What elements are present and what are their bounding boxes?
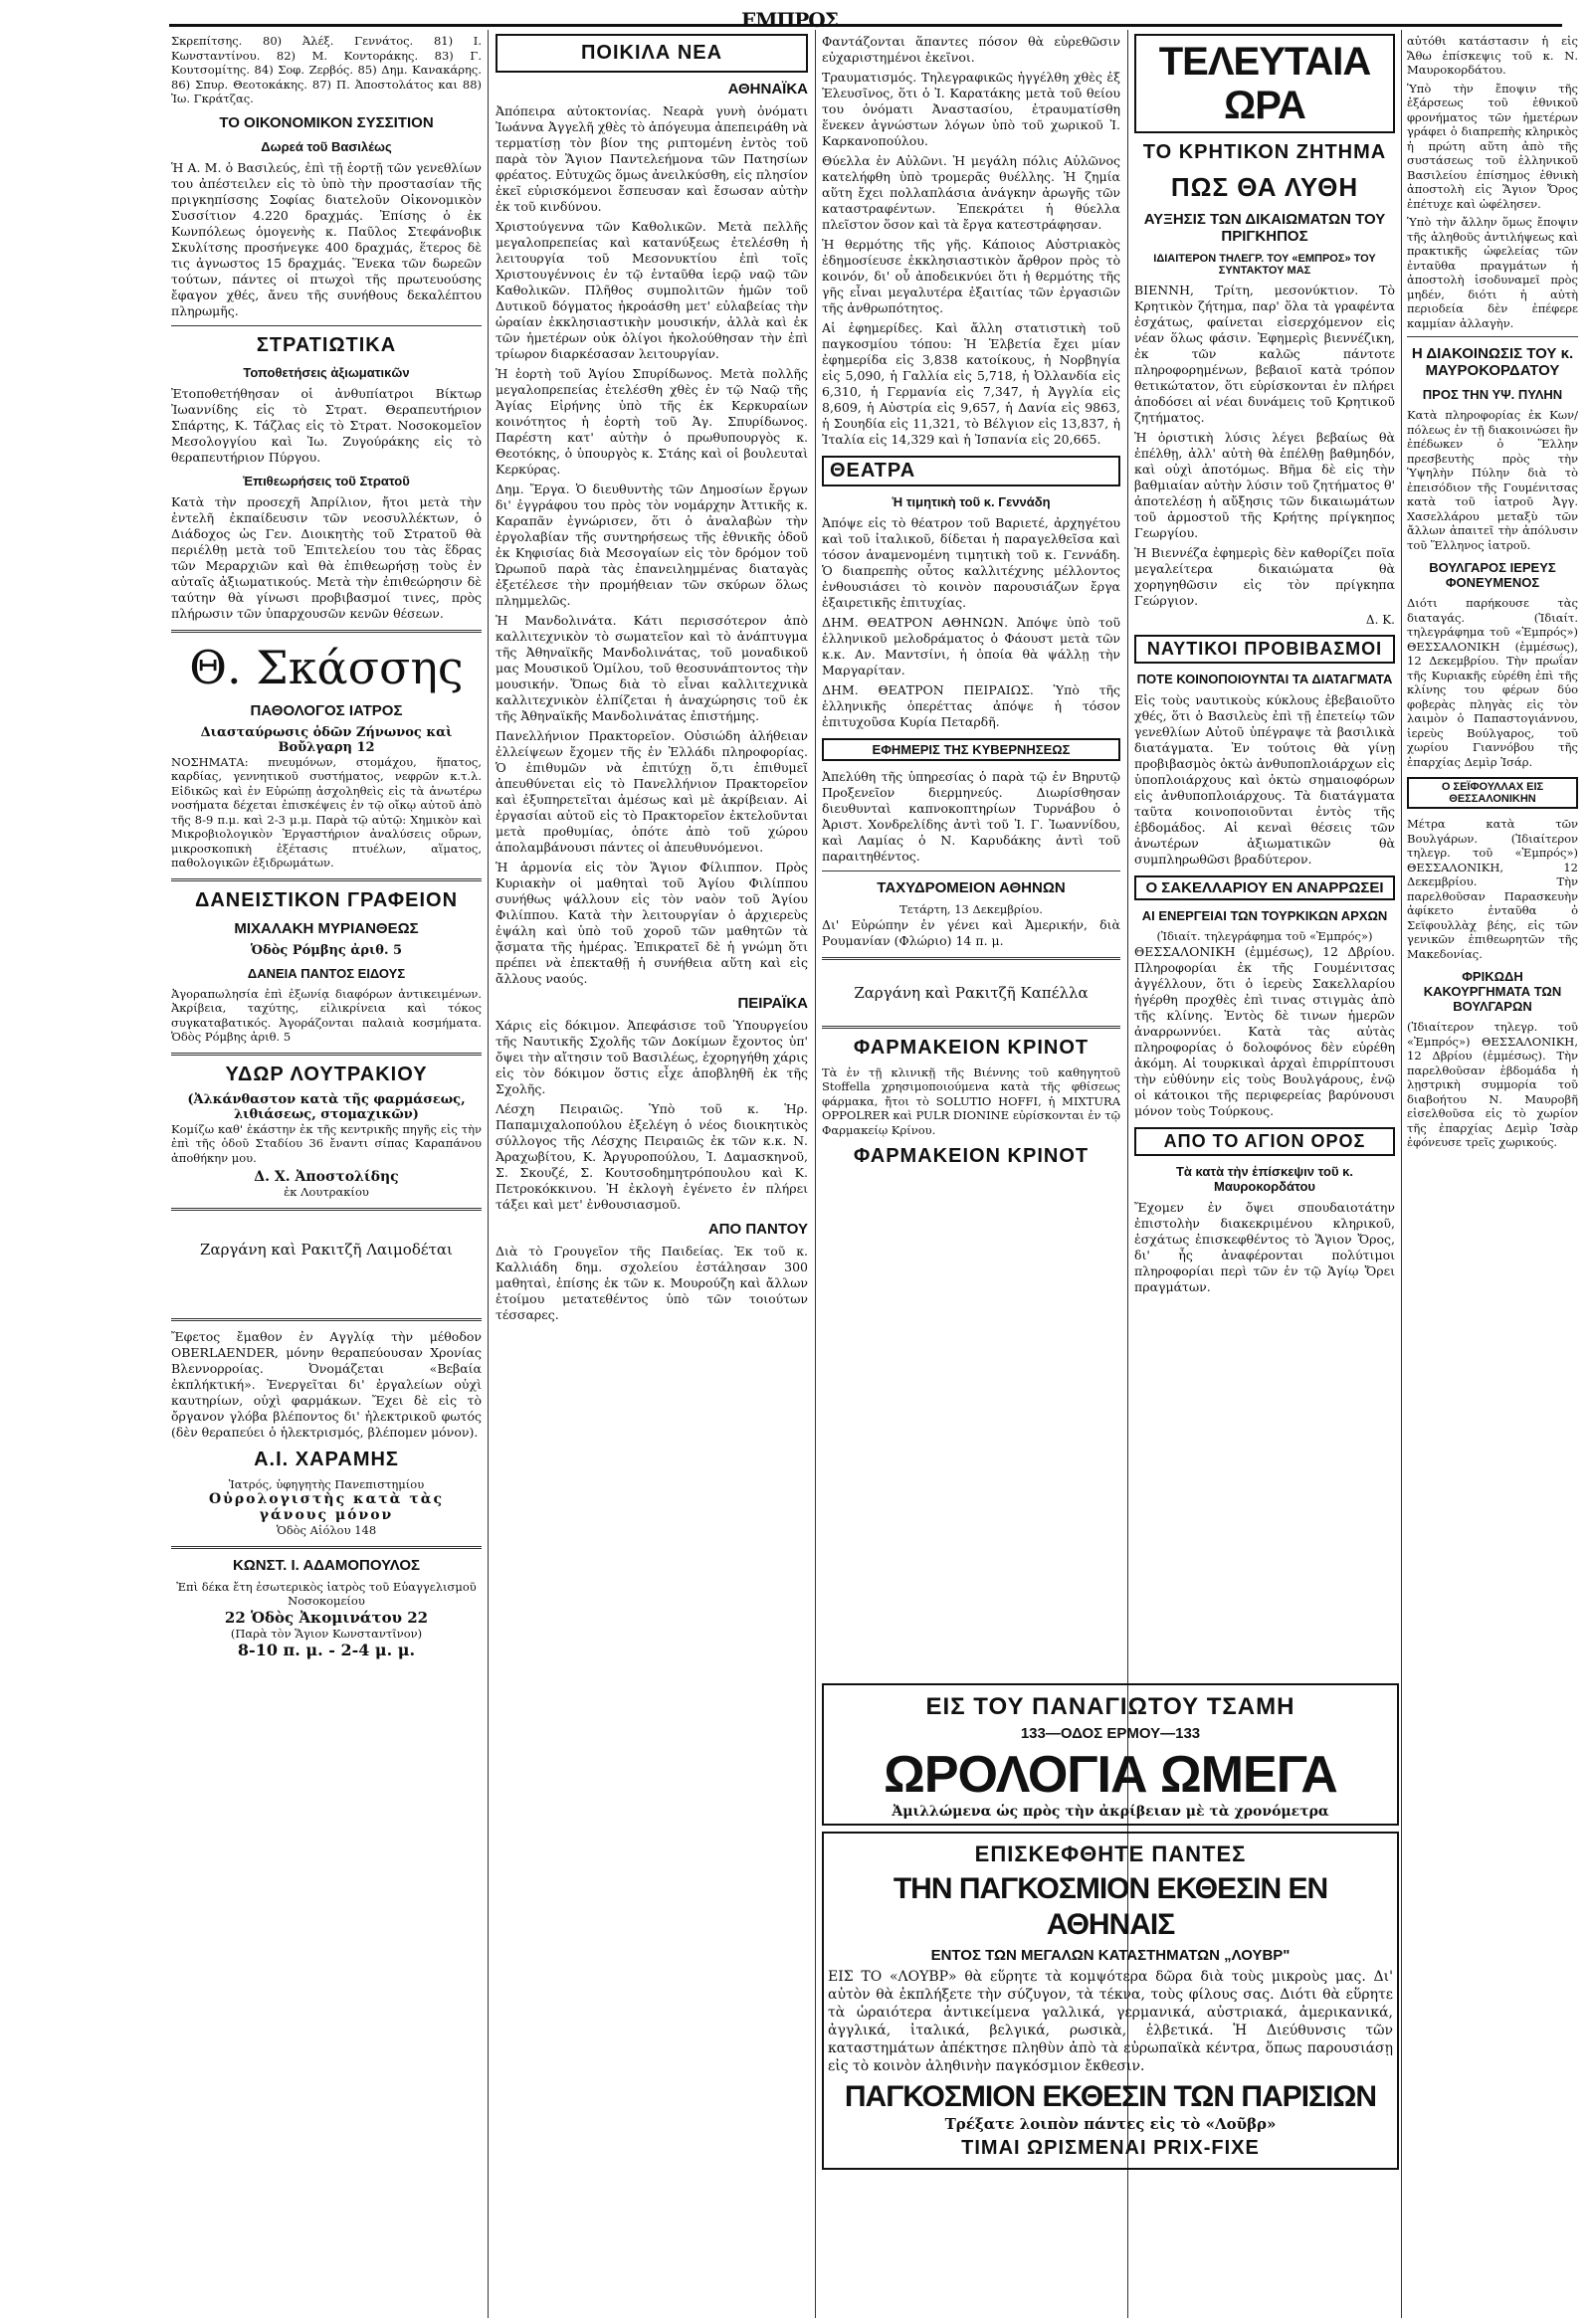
headline: ΤΟ ΟΙΚΟΝΟΜΙΚΟΝ ΣΥΣΣΙΤΙΟΝ <box>219 113 434 131</box>
headline: Η ΔΙΑΚΟΙΝΩΣΙΣ ΤΟΥ κ. ΜΑΥΡΟΚΟΡΔΑΤΟΥ <box>1411 345 1574 379</box>
column-1 <box>171 34 482 2312</box>
masthead-mark: ΕΜΠΡΟΣ <box>741 8 838 32</box>
advert-signature: Δ. Χ. Ἀποστολίδης <box>254 1169 399 1185</box>
byline: ΙΔΙΑΙΤΕΡΟΝ ΤΗΛΕΓΡ. ΤΟΥ «ΕΜΠΡΟΣ» ΤΟΥ ΣΥΝΤΑΚΤΟΥ ΜΑΣ <box>1153 253 1376 277</box>
advert-tagline: Τρέξατε λοιπὸν πάντες εἰς τὸ «Λοῦβρ» <box>944 2115 1277 2133</box>
advert-box-louvre <box>822 1832 1399 2170</box>
section-header-box <box>496 34 808 73</box>
column-4 <box>1134 34 1395 1675</box>
advert-headline: ΕΠΙΣΚΕΦΘΗΤΕ ΠΑΝΤΕΣ <box>974 1841 1247 1866</box>
divider <box>171 1546 482 1549</box>
article-text: ΔΗΜ. ΘΕΑΤΡΟΝ ΠΕΙΡΑΙΩΣ. Ὑπὸ τῆς ἑλληνικῆς ὀπερέττας ἀπόψε ἡ τόσον ἐπιτυχοῦσα Κυρία Πεταρδῆ. <box>822 682 1120 729</box>
article-text: ΔΗΜ. ΘΕΑΤΡΟΝ ΑΘΗΝΩΝ. Ἀπόψε ὑπὸ τοῦ ἑλληνικοῦ μελοδράματος ὁ Φάουστ μετὰ τῶν κ.κ. Αν. Μαντσίνι, ἡ ὁποία θὰ ψάλλῃ τὴν Μαργαρίταν. <box>822 615 1120 678</box>
subheadline: ΠΟΤΕ ΚΟΙΝΟΠΟΙΟΥΝΤΑΙ ΤΑ ΔΙΑΤΑΓΜΑΤΑ <box>1136 672 1393 686</box>
headline: Ο ΣΑΚΕΛΛΑΡΙΟΥ ΕΝ ΑΝΑΡΡΩΣΕΙ <box>1145 879 1384 896</box>
subheadline: Τοποθετήσεις ἀξιωματικῶν <box>243 364 410 380</box>
advert-address: Ὁδὸς Αἰόλου 148 <box>276 1523 377 1537</box>
advert-subheadline: ΔΑΝΕΙΑ ΠΑΝΤΟΣ ΕΙΔΟΥΣ <box>247 965 406 981</box>
advert-prices: ΤΙΜΑΙ ΩΡΙΣΜΕΝΑΙ PRIX-FIXE <box>961 2137 1260 2159</box>
section-subtitle: ΠΕΙΡΑΪΚΑ <box>737 995 808 1012</box>
article-text: Πανελλήνιον Πρακτορεῖον. Οὐσιώδη ἀλήθειαν ἐλλείψεων ἔχομεν τῆς ἐν Ἑλλάδι πληροφορίας. Ὁ ἐπιθυμῶν νὰ ἐπιτύχῃ ὅ,τι ἐπιθυμεῖ ἀπευθύνεται εἰς τὸ Πανελλήνιον Πρακτορεῖον καὶ ἐξυπηρετεῖται ἀμέσως καὶ μὲ ἀκρίβειαν. Αἱ ἐργασίαι αὐτοῦ εἰς τὸ Πρακτορεῖον ἐκτελοῦνται μετὰ προθυμίας, ὁπότε ἀπὸ τοῦ χώρου ἀπολαμβάνουσι πάντες οἱ ἀπευθυνόμενοι. <box>496 728 808 855</box>
article-text: Ἡ Α. Μ. ὁ Βασιλεύς, ἐπὶ τῇ ἑορτῇ τῶν γενεθλίων του ἀπέστειλεν εἰς τὸ ὑπὸ τὴν προστασίαν τῆς πριγκηπίσσης Σοφίας διατελοῦν Οἰκονομικὸν Συσσίτιον 4.220 δραχμάς. Ἐπίσης ὁ ἐκ Κωνπόλεως ὁμογενὴς κ. Παῦλος Στεφάνοβικ Σκυλίτσης προσήνεγκε 400 δραχμάς, ἕτερος δὲ τις ἀγνωστος 15 δραχμάς. Ἕνεκα τῶν δωρεῶν τούτων, πάντες οἱ πτωχοὶ τῆς πρωτευούσης ἔφαγον χθές, ἄνευ τῆς συνήθους δεκαλέπτου πληρωμῆς. <box>171 159 482 318</box>
article-text: Λέσχη Πειραιῶς. Ὑπὸ τοῦ κ. Ἡρ. Παπαμιχαλοπούλου ἐξελέγη ὁ νέος διοικητικὸς σύλλογος τῆς Λέσχης Πειραιῶς ἐκ τῶν κ.κ. Ν. Ἀραχωβίτου, Κ. Ἀργυροπούλου, Ἰ. Δαμασκηνοῦ, Σ. Σκουζέ, Σ. Κουτσοδημητρόπουλου καὶ Κ. Πετροκόκκινου. Ἡ ἐκλογὴ ἐγένετο ἐν πλήρει τάξει καὶ μετ' ἐνθουσιασμοῦ. <box>496 1101 808 1212</box>
subheadline: ΑΙ ΕΝΕΡΓΕΙΑΙ ΤΩΝ ΤΟΥΡΚΙΚΩΝ ΑΡΧΩΝ <box>1141 908 1388 923</box>
advert-brand: ΩΡΟΛΟΓΙΑ ΩΜΕΓΑ <box>884 1746 1337 1804</box>
advert-headline: Α.Ι. ΧΑΡΑΜΗΣ <box>254 1448 399 1470</box>
advert-headline: ΕΙΣ ΤΟΥ ΠΑΝΑΓΙΩΤΟΥ ΤΣΑΜΗ <box>925 1693 1295 1720</box>
divider <box>171 325 482 326</box>
section-header-box <box>1134 34 1395 133</box>
article-text: Σκρεπίτσης. 80) Ἀλέξ. Γεννάτος. 81) Ι. Κωνσταντίνου. 82) Μ. Κοντοράκης. 83) Γ. Κουτσομίτης. 84) Σοφ. Ζερβός. 85) Δημ. Κανακάρης. 86) Σπυρ. Θεοτοκάκης. 87) Π. Ἀποστολάτος και 88) Ἰω. Γκράτζας. <box>171 34 482 105</box>
advert-text: Ἐπὶ δέκα ἔτη ἐσωτερικὸς ἰατρὸς τοῦ Εὐαγγελισμοῦ Νοσοκομείου <box>176 1579 477 1608</box>
masthead <box>169 8 1562 30</box>
masthead-rule <box>169 24 1562 27</box>
article-text: (Ἰδιαίτερον τηλεγρ. τοῦ «Ἐμπρός») ΘΕΣΣΑΛΟΝΙΚΗ, 12 Δβρίου (ἐμμέσως). Τὴν παρελθοῦσαν ἑβδομάδα ἡ λῃστρικὴ συμμορία τοῦ διαβοήτου Ν. Μαυροβῆ εἰσελθοῦσα εἰς τὸ χωρίον τῆς ἐπαρχίας Δεμὶρ Ἱσὰρ ἐφόνευσε τρεῖς χωρικούς. <box>1407 1020 1578 1149</box>
article-text: Κατὰ πληροφορίας ἐκ Κων/πόλεως ἐν τῇ διακοινώσει ἣν ἐπέδωκεν ὁ Ἕλλην πρεσβευτὴς πρὸς τὴν Ὑψηλὴν Πύλην διὰ τὸ ἐπεισόδιον τῆς Γουμένιτσας κατὰ τοῦ ἰατροῦ Ἀγγ. Χασελλάρου μεταξὺ τῶν ἄλλων ἀπαιτεῖ τὴν ἀπόλυσιν τοῦ Ἕλληνος ἰατροῦ. <box>1407 408 1578 552</box>
signature: Δ. Κ. <box>1365 613 1395 627</box>
headline: Ο ΣΕΪΦΟΥΛΛΑΧ ΕΙΣ ΘΕΣΣΑΛΟΝΙΚΗΝ <box>1441 781 1544 805</box>
section-title: ΘΕΑΤΡΑ <box>830 460 916 482</box>
advert-address: 22 Ὁδὸς Ἀκομινάτου 22 <box>224 1608 429 1627</box>
date-line: Τετάρτη, 13 Δεκεμβρίου. <box>899 902 1043 916</box>
advert-address: Ὁδὸς Ρόμβης ἀριθ. 5 <box>250 942 403 958</box>
advert-text: Τὰ ἐν τῇ κλινικῇ τῆς Βιέννης τοῦ καθηγητοῦ Stoffella χρησιμοποιούμενα κατὰ τῆς φθίσεως φάρμακα, ἤτοι τὸ SOLUTIO HOFFI, ἡ MIXTURA OPPOLRER καὶ PULR DIONINE εὑρίσκονται ἐν τῷ Φαρμακείῳ Κρίνου. <box>822 1065 1120 1137</box>
advert-tagline: Ἀμιλλώμενα ὡς πρὸς τὴν ἀκρίβειαν μὲ τὰ χρονόμετρα <box>892 1804 1329 1820</box>
subheadline: ΑΥΞΗΣΙΣ ΤΩΝ ΔΙΚΑΙΩΜΑΤΩΝ ΤΟΥ ΠΡΙΓΚΗΠΟΣ <box>1143 211 1386 245</box>
advert-name: Θ. Σκάσσης <box>189 640 464 694</box>
divider <box>171 878 482 881</box>
subheadline: Ἡ τιμητικὴ τοῦ κ. Γεννάδη <box>892 494 1051 509</box>
article-text: Χάρις εἰς δόκιμον. Ἀπεφάσισε τοῦ Ὑπουργείου τῆς Ναυτικῆς Σχολῆς τῶν Δοκίμων ἔχοντος ὑπ' ὄψει τὴν αἴτησιν τοῦ Βασιλέως, ἐχορηγήθη χάρις εἰς τὸν δόκιμον ὅστις εἶχε ἀποβληθῆ ἐκ τῆς Σχολῆς. <box>496 1018 808 1096</box>
column-2 <box>496 34 808 2312</box>
section-header-box <box>1407 777 1578 809</box>
article-text: ΘΕΣΣΑΛΟΝΙΚΗ (ἐμμέσως), 12 Δβρίου. Πληροφορίαι ἐκ τῆς Γουμένιτσας ἀγγέλλουν, ὅτι ὁ ἱερεὺς Σακελλαρίου ἠγέρθη προχθὲς ἐπὶ τινας στιγμὰς ἀπὸ τῆς κλίνης. Ἐντὸς δὲ τινων ἡμερῶν ἀναρρωννύει. Κατὰ τὰς αὐτὰς πληροφορίας ὁ δολοφόνος δὲν εὑρέθη ἀκόμη. Αἱ τουρκικαὶ ἀρχαὶ ἐπιρρίπτουσι τὴν εὐθύνην εἰς τοὺς Βουλγάρους, ἐνῷ οἱ κάτοικοι τῆς περιφερείας βαρύνουσι μόνον τοὺς Τούρκους. <box>1134 943 1395 1118</box>
article-text: ΒΙΕΝΝΗ, Τρίτη, μεσονύκτιον. Τὸ Κρητικὸν ζήτημα, παρ' ὅλα τὰ γραφέντα ἐσχάτως, φαίνεται εἰσερχόμενον εἰς νέαν ὅλως φάσιν. Ἐφημερὶς βιεννέζικη, ἐκ τῶν καλῶς πάντοτε πληροφορημένων, βεβαιοῖ κατὰ τρόπον θετικώτατον, ὅτι εὑρίσκονται ἐν πλήρει ἀποδόσει αἱ νέαι δυνάμεις τοῦ Κρητικοῦ ζητήματος. <box>1134 283 1395 425</box>
article-text: Ἡ ἁρμονία εἰς τὸν Ἅγιον Φίλιππον. Πρὸς Κυριακὴν οἱ μαθηταὶ τοῦ Ἁγίου Φιλίππου συνήθως ψάλλουν εἰς τὸν ναὸν τοῦ Ἁγίου Φιλίππου. Κατὰ τὴν λειτουργίαν ὁ ἀρχιερεὺς ἐψάλη καὶ ὑπὸ τοῦ χοροῦ τῶν μαθητῶν τὰ ᾄσματα τῆς ἡμέρας. Ἐπικρατεῖ δὲ ἡ γνώμη ὅτι πρέπει νὰ ἐπεκταθῇ ἡ συνήθεια αὕτη καὶ εἰς ἄλλους ναούς. <box>496 860 808 986</box>
article-text: Ἀπόπειρα αὐτοκτονίας. Νεαρὰ γυνὴ ὀνόματι Ἰωάννα Ἀγγελῆ χθὲς τὸ ἀπόγευμα ἀπεπειράθη νὰ τερματίσῃ τὸν βίον της ριπτομένη ἐντὸς τοῦ παρὰ τὸν Ἅγιον Παντελεήμονα τῶν Πατησίων φρέατος. Εὐτυχῶς ὅμως ἀνειλκύσθη, εἰς πλησίον ἐκεῖ εὑρισκόμενοι ἔσπευσαν καὶ ἔσωσαν αὐτὴν ἐκ τοῦ κινδύνου. <box>496 103 808 214</box>
advert-headline: ΥΔΩΡ ΛΟΥΤΡΑΚΙΟΥ <box>225 1063 428 1085</box>
divider <box>171 1053 482 1056</box>
divider <box>171 1208 482 1211</box>
section-header-box <box>822 456 1120 486</box>
section-subtitle: ΑΘΗΝΑΪΚΑ <box>727 81 808 97</box>
subheadline: Ἐπιθεωρήσεις τοῦ Στρατοῦ <box>243 473 410 488</box>
section-title: ΤΕΛΕΥΤΑΙΑ ΩΡΑ <box>1158 40 1371 127</box>
advert-title: ΠΑΘΟΛΟΓΟΣ ΙΑΤΡΟΣ <box>250 701 403 719</box>
section-title: ΕΦΗΜΕΡΙΣ ΤΗΣ ΚΥΒΕΡΝΗΣΕΩΣ <box>872 742 1071 757</box>
article-text: Ἡ Μανδολινάτα. Κάτι περισσότερον ἀπὸ καλλιτεχνικὸν τὸ σωματεῖον καὶ τὸ ἀνάπτυγμα τῆς Ἀθηναϊκῆς Μανδολινάτας, τοῦ μοναδικοῦ μας Μουσικοῦ Ὁμίλου, τοῦ θεοσυνάπτοντος τὴν μουσικήν. Ὅπως διὰ τὸ εἶναι καλλιτεχνικὰ καλλιτεχνικὸν ἐλπίζεται ἡ ἀναχώρησις τοῦ ἐκ τῆς Ἀθηναϊκῆς Μανδολινάτας ἐπιστήμης. <box>496 613 808 723</box>
section-title: ΠΟΙΚΙΛΑ ΝΕΑ <box>580 42 723 64</box>
article-text: Διὰ τὸ Γρουγεῖον τῆς Παιδείας. Ἐκ τοῦ κ. Καλλιάδη δημ. σχολείου ἐστάλησαν 300 μαθηταὶ, ἐπίσης ἐκ τῶν κ. Μουρούζη καὶ ἄλλων ἐτοίμου μετατεθέντος ὑπὸ τῶν τοιούτων τέσσαρες. <box>496 1244 808 1322</box>
advert-address-note: (Παρὰ τὸν Ἅγιον Κωνσταντῖνον) <box>230 1626 423 1641</box>
advert-subheadline: (Ἀλκάνθαστον κατὰ τῆς φαρμάσεως, λιθιάσεως, στομαχικῶν) <box>187 1091 466 1122</box>
divider <box>1407 336 1578 337</box>
article-text: Ἀπόψε εἰς τὸ θέατρον τοῦ Βαριετέ, ἀρχηγέτου καὶ τοῦ ἰταλικοῦ, δίδεται ἡ παραγελθεῖσα καὶ τόσον ἀναμενομένη τιμητικὴ τοῦ κ. Γεννάδη. Ὁ διαπρεπὴς οὗτος καλλιτέχνης μέλλοντος ἐνθουσιάσει τὸ κοινὸν παρουσιάζων ἔργα ἐξαιρετικῆς ἐπιτυχίας. <box>822 515 1120 610</box>
advert-louvre <box>822 1683 1399 2320</box>
article-text: Δημ. Ἔργα. Ὁ διευθυντὴς τῶν Δημοσίων ἔργων δι' ἐγγράφου του πρὸς τὸν νομάρχην Ἀττικῆς κ. Καραπᾶν ἐγνώρισεν, ὅτι ὁ ἀναλαβὼν τὴν ἐργολαβίαν τῆς συντηρήσεως τῆς ἐθνικῆς ὁδοῦ ἐκ Κηφισίας διὰ Μεσογαίων εἰς τὸν δρόμον τοῦ Ὠρωποῦ παρὰ τὰς ἐπανειλημμένας διαταγὰς ἐξετέλεσε τὴν προμήθειαν τῶν σκύρων ὅλως πλημμελῶς. <box>496 482 808 608</box>
article-text: Εἰς τοὺς ναυτικοὺς κύκλους ἐβεβαιοῦτο χθές, ὅτι ὁ Βασιλεὺς ἐπὶ τῇ ἐπετείῳ τῶν γενεθλίων Αὐτοῦ ὑπέγραψε τὰ βασιλικὰ διατάγματα. Ἐν τούτοις θὰ γίνῃ προβιβασμὸς ὀκτὼ ἀνθυποπλοιάρχων εἰς ὑποπλοιάρχους καὶ ὀκτὼ σημαιοφόρων εἰς ἀνθυποπλοιάρχους. Τὰ διατάγματα ταῦτα κοινοποιοῦνται ἐντὸς τῆς ἑβδομάδος. Αἱ κεναὶ θέσεις τῶν ἀνωτέρων ἀξιωματικῶν θὰ συμπληρωθῶσι βραδύτερον. <box>1134 692 1395 867</box>
article-text: Τραυματισμός. Τηλεγραφικῶς ἠγγέλθη χθὲς ἐξ Ἐλευσῖνος, ὅτι ὁ Ἰ. Καρατάκης μετὰ τοῦ θείου του ὀνόματι Ἀναστασίου, ἐτραυματίσθη ἕνεκεν ἀγνώστων λόγων ὑπὸ τοῦ χωρικοῦ Ἰ. Καρκανοπούλου. <box>822 70 1120 148</box>
advert-text: Ἀγοραπωλησία ἐπὶ ἐξωνίᾳ διαφόρων ἀντικειμένων. Ἀκρίβεια, ταχύτης, εἰλικρίνεια καὶ τόκος συγκαταβατικός. Ἀγοράζονται παλαιὰ κοσμήματα. Ὁδὸς Ρόμβης ἀριθ. 5 <box>171 986 482 1044</box>
advert-text: Ζαργάνη καὶ Ρακιτζῆ Λαιμοδέται <box>200 1240 453 1259</box>
headline: ΤΟ ΚΡΗΤΙΚΟΝ ΖΗΤΗΜΑ <box>1142 141 1387 163</box>
advert-address: 133—ΟΔΟΣ ΕΡΜΟΥ—133 <box>1020 1725 1201 1742</box>
advert-signature-note: ἐκ Λουτρακίου <box>284 1185 369 1199</box>
advert-text: ΝΟΣΗΜΑΤΑ: πνευμόνων, στομάχου, ἥπατος, καρδίας, γεννητικοῦ συστήματος, νεφρῶν κ.τ.λ. Εἰδικῶς καὶ ἐν Εὐρώπῃ ἀσχοληθεὶς εἰς τὰ ἀνωτέρω νοσήματα δέχεται ἐπισκέψεις ἐν τῷ οἴκῳ αὐτοῦ ἀπὸ τῆς 8-9 π.μ. καὶ 2-3 μ.μ. Παρὰ τῷ αὐτῷ: Χημικὸν καὶ Μικροβιολογικὸν Ἐργαστήριον ἀναλύσεις οὔρων, μικροσκοπικὴ ἐξέτασις πτυέλων, αἵματος, παθολογικῶν ἐξιδρωμάτων. <box>171 754 482 870</box>
article-text: Ἐτοποθετήθησαν οἱ ἀνθυπίατροι Βίκτωρ Ἰωαννίδης εἰς τὸ Στρατ. Θεραπευτήριον Σπάρτης, Κ. Τάζλας εἰς τὸ Στρατ. Νοσοκομεῖον Μεσολογγίου καὶ Ἰω. Ζυγούράκης εἰς τὸ θεραπευτήριον Πύργου. <box>171 385 482 465</box>
column-divider <box>488 30 489 2318</box>
article-text: Μέτρα κατὰ τῶν Βουλγάρων. (Ἰδιαίτερον τηλεγρ. τοῦ «Ἐμπρός») ΘΕΣΣΑΛΟΝΙΚΗ, 12 Δεκεμβρίου. Τὴν παρελθοῦσαν Παρασκευὴν ἀφίκετο ἐνταῦθα ὁ Σεϊφουλλὰχ βέης, εἰς τῶν γενικῶν ἐπιθεωρητῶν τῆς Μακεδονίας. <box>1407 817 1578 961</box>
article-text: Φαντάζονται ἅπαντες πόσον θὰ εὑρεθῶσιν εὐχαριστημένοι ἐκεῖνοι. <box>822 34 1120 65</box>
section-header-box <box>822 738 1120 761</box>
article-text: Ἔχομεν ἐν ὄψει σπουδαιοτάτην ἐπιστολὴν διακεκριμένου κληρικοῦ, ἐσχάτως ἐπισκεφθέντος τὸ Ἅγιον Ὄρος, δι' ἧς ἀναφέρονται πολύτιμοι πληροφορίαι περὶ τῶν ἐν τῷ Ἁγίῳ Ὄρει πραγμάτων. <box>1134 1199 1395 1294</box>
advert-headline: ΦΑΡΜΑΚΕΙΟΝ ΚΡΙΝΟΤ <box>853 1145 1090 1167</box>
subheadline: Τὰ κατὰ τὴν ἐπίσκεψιν τοῦ κ. Μαυροκορδάτου <box>1175 1163 1354 1194</box>
advert-headline: ΚΩΝΣΤ. Ι. ΑΔΑΜΟΠΟΥΛΟΣ <box>232 1556 421 1574</box>
advert-text: ΕΙΣ ΤΟ «ΛΟΥΒΡ» θὰ εὕρητε τὰ κομψότερα δῶρα διὰ τοὺς μικροὺς μας. Δι' αὐτὸν θὰ ἐκπλήξετε τὴν σύζυγον, τὰ τέκνα, τοὺς φίλους σας. Διότι θὰ εὕρητε τὰ ὡραιότερα ἀντικείμενα γαλλικά, γερμανικά, αὐστριακά, ἀμερικανικά, ἀγγλικά, ἰταλικά, βελγικά, ρωσικὰ, ἑλβετικά. Ἡ Διεύθυνσις τῶν καταστημάτων ἀπέκτησε πληθὺν ἀπὸ τὰ εὐρωπαϊκὰ κέντρα, ὅπως παρουσιάσῃ εἰς τὸ κοινὸν ἀληθινὴν παγκόσμιον ἔκθεσιν. <box>828 1969 1393 2074</box>
column-divider <box>815 30 816 2318</box>
headline: ΝΑΥΤΙΚΟΙ ΠΡΟΒΙΒΑΣΜΟΙ <box>1146 639 1383 659</box>
advert-subheadline: ΕΝΤΟΣ ΤΩΝ ΜΕΓΑΛΩΝ ΚΑΤΑΣΤΗΜΑΤΩΝ „ΛΟΥΒΡ" <box>930 1947 1291 1964</box>
article-text: αὐτόθι κατάστασιν ἡ εἰς Ἄθω ἐπίσκεψις τοῦ κ. Ν. Μαυροκορδάτου. <box>1407 34 1578 77</box>
headline: ΒΟΥΛΓΑΡΟΣ ΙΕΡΕΥΣ ΦΟΝΕΥΜΕΝΟΣ <box>1429 560 1556 590</box>
advert-headline: ΠΑΓΚΟΣΜΙΟΝ ΕΚΘΕΣΙΝ ΤΩΝ ΠΑΡΙΣΙΩΝ <box>844 2080 1377 2113</box>
advert-text: Ἔφετος ἔμαθον ἐν Αγγλίᾳ τὴν μέθοδον OBERLAENDER, μόνην θεραπεύουσαν Χρονίας Βλεννορροίας. Ὀνομάζεται «Βεβαία ἐκπλήκτική». Ἐνεργεῖται δι' ἐργαλείων οὐχὶ καυτηρίων, οὐχὶ φαρμάκων. Ἔχει δὲ εἰς τὸ ὄργανον γλόβα βλέποντος δι' ἠλεκτρικοῦ φωτός (δὲν θεραπεύει ὁ ἠλεκτρισμός, βλέπομεν μόνον). <box>171 1328 482 1440</box>
advert-headline: ΤΗΝ ΠΑΓΚΟΣΜΙΟΝ ΕΚΘΕΣΙΝ ΕΝ ΑΘΗΝΑΙΣ <box>893 1872 1328 1941</box>
advert-headline: ΦΑΡΜΑΚΕΙΟΝ ΚΡΙΝΟΤ <box>853 1036 1090 1059</box>
headline: ΠΩΣ ΘΑ ΛΥΘΗ <box>1170 172 1359 202</box>
article-text: Χριστούγεννα τῶν Καθολικῶν. Μετὰ πελλῆς μεγαλοπρεπείας καὶ κατανύξεως ἐτελέσθη ἡ λειτουργία τοῦ Μεσονυκτίου ἐπὶ τοῖς Χριστουγέννοις ἐν τῷ ἐνταῦθα ἱερῷ ναῷ τῶν Καθολικῶν. Πλῆθος συμπολιτῶν ἡμῶν τοῦ Δυτικοῦ δόγματος ἠκροάσθη μετ' εὐλαβείας τὴν ὡραίαν ἐκκλησιαστικὴν μουσικήν, ἀλλὰ καὶ ἐκ τῶν ἡμετέρων οὐκ ὀλίγοι ἠκολούθησαν τὴν ἐπὶ τρίωρον διαρκέσασαν λειτουργίαν. <box>496 219 808 361</box>
column-5 <box>1407 34 1578 2312</box>
article-text: Ἡ ἑορτὴ τοῦ Ἁγίου Σπυρίδωνος. Μετὰ πολλῆς μεγαλοπρεπείας ἐτελέσθη χθὲς ἐν τῷ Ναῷ τῆς Ἁγίας Εἰρήνης ὑπὸ τῆς ἐκ Κερκυραίων κοινότητος ἡ ἑορτὴ τοῦ Ἁγ. Σπυρίδωνος. Παρέστη κατ' αὐτὴν ὁ πρωθυπουργὸς κ. Θεοτόκης, ὁ ὑπουργὸς κ. Στάης καὶ οἱ βουλευταὶ Κερκύρας. <box>496 366 808 477</box>
article-text: Δι' Εὐρώπην ἐν γένει καὶ Ἀμερικήν, διὰ Ρουμανίαν (Φλώριο) 14 π. μ. <box>822 916 1120 948</box>
article-text: Αἱ ἑφημερίδες. Καὶ ἄλλη στατιστικὴ τοῦ παγκοσμίου τόπου: Ἡ Ἑλβετία ἔχει μίαν ἐφημερίδα εἰς 3,838 κατοίκους, ἡ Νορβηγία εἰς 5,090, ἡ Γαλλία εἰς 5,718, ἡ Ὀλλανδία εἰς 6,310, ἡ Γερμανία εἰς 7,347, ἡ Ἀγγλία εἰς 8,609, ἡ Αὐστρία εἰς 9,657, ἡ Δανία εἰς 9863, ἡ Σουηδία εἰς 11,321, τὸ Βέλγιον εἰς 13,837, ἡ Ἰταλία εἰς 14,329 καὶ ἡ Ἰσπανία εἰς 20,665. <box>822 320 1120 447</box>
divider <box>822 871 1120 872</box>
advert-address: Διασταύρωσις ὁδῶν Ζήνωνος καὶ Βοὔλγαρη 12 <box>200 724 453 755</box>
subheadline: Δωρεά τοῦ Βασιλέως <box>261 138 392 154</box>
column-divider <box>1401 30 1402 2318</box>
column-3 <box>822 34 1120 1675</box>
article-text: Ὑπὸ τὴν ἔποψιν τῆς ἐξάρσεως τοῦ ἐθνικοῦ φρονήματος τῶν ἡμετέρων γράφει ὁ διαπρεπὴς κληρικὸς ἡ πρώτη αὕτη ἀπὸ τῆς συστάσεως τοῦ ἑλληνικοῦ Βασιλείου ἐπίσημος ἐθνικὴ ἀποστολὴ εἰς Ἅγιον Ὄρος ἐπέτυχε καὶ ὠφέλησεν. <box>1407 81 1578 211</box>
advert-box-omega <box>822 1683 1399 1826</box>
section-subtitle: ΑΠΟ ΠΑΝΤΟΥ <box>707 1221 808 1238</box>
article-text: Διότι παρήκουσε τὰς διαταγάς. (Ἰδιαίτ. τηλεγράφημα τοῦ «Ἐμπρός») ΘΕΣΣΑΛΟΝΙΚΗ (ἐμμέσως), 12 Δεκεμβρίου. Τὴν πρωΐαν τῆς Κυριακῆς εὑρέθη ἐπὶ τῆς κλίνης του φέρων δύο φοβερὰς πληγὰς εἰς τὸν λαιμὸν ὁ Παπαστογιάννου, ἱερεὺς Βούλγαρος, τοῦ χωρίου Γιαννόβου τῆς ἐπαρχίας Δεμὶρ Ἱσάρ. <box>1407 596 1578 769</box>
divider <box>822 957 1120 960</box>
section-header-box <box>1134 1127 1395 1156</box>
article-text: Κατὰ τὴν προσεχῆ Ἀπρίλιον, ἤτοι μετὰ τὴν ἐντελῆ ἐκπαίδευσιν τῶν νεοσυλλέκτων, ὁ Διάδοχος ὡς Γεν. Διοικητὴς τοῦ Στρατοῦ θὰ περιέλθῃ μετὰ τοῦ Ἐπιτελείου του τὰς ἕδρας τῶν Μεραρχιῶν καὶ θὰ ἐπιθεωρήσῃ τοὺς ἐν αὐταῖς ἀξιωματικούς. Μετὰ τὴν ἐπιθεώρησιν δὲ ταύτην θὰ γίνωσι προβιβασμοί τινες, πρὸς πλήρωσιν τῶν ὑπαρχουσῶν κενῶν θέσεων. <box>171 493 482 621</box>
advert-subheadline: Ἰατρός, ὑφηγητὴς Πανεπιστημίου <box>228 1476 425 1491</box>
article-text: Ὑπὸ τὴν ἄλλην ὅμως ἔποψιν τῆς ἀληθοῦς ἀντιλήψεως καὶ πρακτικῆς ὠφελείας τῶν ἐνταῦθα πραγμάτων ἡ ἀποστολὴ ἰσοδυναμεῖ πρὸς μηδέν, διότι ἡ αὐτὴ περιοδεία δὲν ἐπέφερε καμμίαν ἀλλαγὴν. <box>1407 215 1578 330</box>
advert-headline: ΔΑΝΕΙΣΤΙΚΟΝ ΓΡΑΦΕΙΟΝ <box>194 888 459 911</box>
section-title: ΤΑΧΥΔΡΟΜΕΙΟΝ ΑΘΗΝΩΝ <box>877 879 1066 896</box>
advert-text: Κομίζω καθ' ἑκάστην ἐκ τῆς κεντρικῆς πηγῆς εἰς τὴν ἐπὶ τῆς ὁδοῦ Σταδίου 36 ἔναντι σίπας Καραπάνου ἀποθήκην μου. <box>171 1121 482 1165</box>
advert-subheadline: Οὐρολογιστὴς κατὰ τὰς γάνους μόνον <box>208 1491 445 1523</box>
article-text: Ἀπελύθη τῆς ὑπηρεσίας ὁ παρὰ τῷ ἐν Βηρυτῷ Προξενεῖον διερμηνεύς. Διωρίσθησαν διευθυνταὶ καπνοκοπτηρίων Τυρνάβου ὁ Ἀριστ. Χονδρελίδης ἀντὶ τοῦ Ἰ. Γ. Ἰωαννίδου, καὶ Λαμίας ὁ Ν. Καρυδάκης ἀντὶ τοῦ παραιτηθέντος. <box>822 769 1120 864</box>
advert-hours: 8-10 π. μ. - 2-4 μ. μ. <box>237 1641 416 1659</box>
section-title: ΣΤΡΑΤΙΩΤΙΚΑ <box>256 333 397 356</box>
article-text: Ἡ θερμότης τῆς γῆς. Κάποιος Αὐστριακὸς ἐδημοσίευσε ἐκκλησιαστικὸν ἄρθρον πρὸς τὸ κοινόν, δι' οὗ ἀποδεικνύει ὅτι ἡ θερμότης τῆς γῆς εἶναι μεγαλυτέρα ἐξαιτίας τῶν ἐργασιῶν τῆς ἀνθρωπότητος. <box>822 237 1120 315</box>
section-header-box <box>1134 635 1395 664</box>
divider <box>171 630 482 633</box>
subheadline: ΠΡΟΣ ΤΗΝ ΥΨ. ΠΥΛΗΝ <box>1422 387 1563 402</box>
headline: ΑΠΟ ΤΟ ΑΓΙΟΝ ΟΡΟΣ <box>1163 1130 1366 1151</box>
byline: (Ἰδιαίτ. τηλεγράφημα τοῦ «Ἐμπρός») <box>1156 929 1373 943</box>
article-text: Ἡ ὁριστικὴ λύσις λέγει βεβαίως θὰ ἐπέλθῃ, ἀλλ' αὐτὴ θὰ ἐπέλθῃ βαθμηδόν, καὶ οὐχὶ ἀποτόμως. Βῆμα δὲ εἰς τὴν βαθμιαίαν αὐτὴν λύσιν τοῦ ζητήματος θ' ἀποτελέσῃ ἡ αὔξησις τῶν δικαιωμάτων τοῦ ἀρμοστοῦ τῆς Κρήτης πρίγκηπος Γεωργίου. <box>1134 430 1395 540</box>
divider <box>822 1026 1120 1029</box>
headline: ΦΡΙΚΩΔΗ ΚΑΚΟΥΡΓΗΜΑΤΑ ΤΩΝ ΒΟΥΛΓΑΡΩΝ <box>1423 969 1562 1014</box>
article-text: Ἡ Βιεννέζα ἐφημερὶς δὲν καθορίζει ποῖα μεγαλείτερα δικαιώματα θὰ χορηγηθῶσιν εἰς τὸν πρίγκηπα Γεώργιον. <box>1134 545 1395 608</box>
advert-subheadline: ΜΙΧΑΛΑΚΗ ΜΥΡΙΑΝΘΕΩΣ <box>234 919 419 937</box>
divider <box>171 1318 482 1321</box>
advert-text: Ζαργάνη καὶ Ρακιτζῆ Καπέλλα <box>854 983 1089 1002</box>
article-text: Θύελλα ἐν Αὐλῶνι. Ἡ μεγάλη πόλις Αὐλῶνος κατελήφθη ὑπὸ τρομερᾶς θυέλλης. Ἡ ζημία αὕτη ἔχει πολλαπλάσια ἀνάγκην ἀρωγῆς τῶν καταστραφέντων. Ἐπεκράτει ἡ θύελλα πλεῖστον ὅσον καὶ τὰ ἔργα κατεστράφησαν. <box>822 153 1120 232</box>
section-header-box <box>1134 875 1395 900</box>
